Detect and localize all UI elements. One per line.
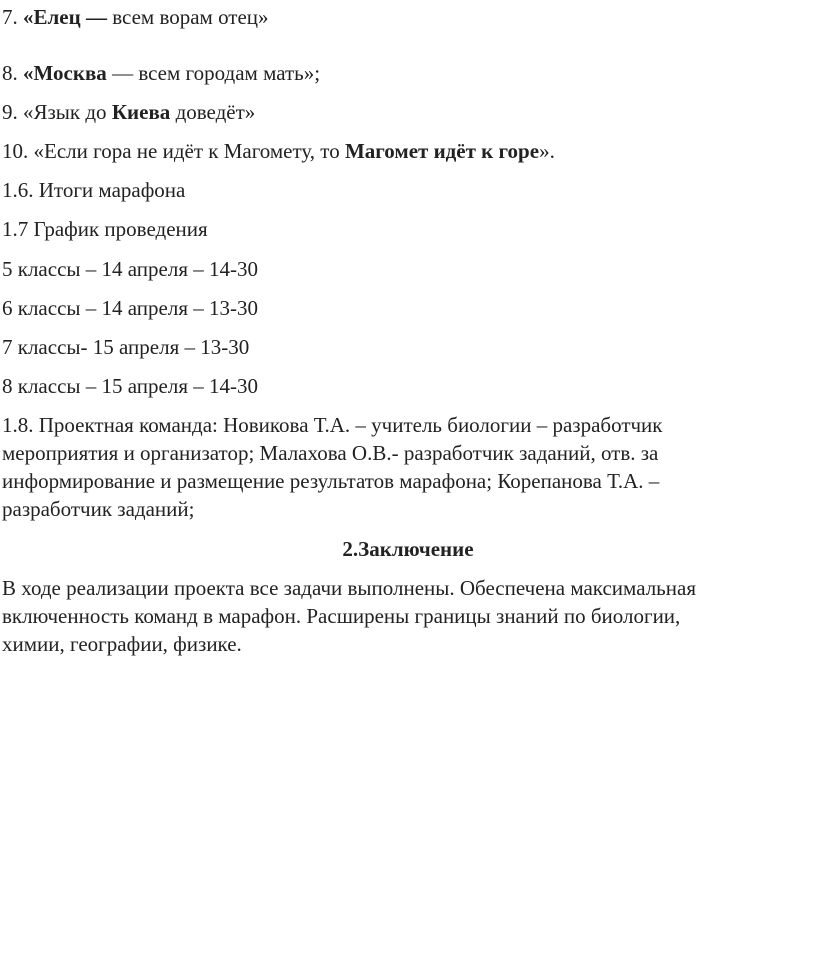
conclusion-heading: 2.Заключение	[342, 537, 474, 561]
proverb-10-text: ».	[539, 139, 555, 163]
proverb-9-text: доведёт»	[170, 100, 256, 124]
schedule-grade-8: 8 классы – 15 апреля – 14-30	[2, 374, 258, 398]
proverb-7-number: 7.	[2, 5, 23, 29]
schedule-grade-7: 7 классы- 15 апреля – 13-30	[2, 335, 250, 359]
schedule-grade-5: 5 классы – 14 апреля – 14-30	[2, 257, 258, 281]
conclusion-line-3: химии, географии, физике.	[2, 632, 242, 656]
proverb-10-bold: Магомет идёт к горе	[344, 139, 540, 163]
team-line-3: информирование и размещение результатов марафона; Корепанова Т.А. –	[2, 469, 660, 493]
section-results: 1.6. Итоги марафона	[2, 178, 186, 202]
conclusion-line-2: включенность команд в марафон. Расширены границы знаний по биологии,	[2, 604, 681, 628]
proverb-7-bold: «Елец —	[23, 5, 107, 29]
proverb-9-prefix: 9. «Язык до	[2, 100, 112, 124]
schedule-grade-6: 6 классы – 14 апреля – 13-30	[2, 296, 258, 320]
proverb-10-prefix: 10. «Если гора не идёт к Магомету, то	[2, 139, 345, 163]
team-line-4: разработчик заданий;	[2, 497, 195, 521]
proverb-7	[2, 4, 269, 30]
proverb-8-quote: «	[23, 61, 34, 85]
proverb-9	[2, 99, 255, 125]
proverb-8-number: 8.	[2, 61, 23, 85]
proverb-8-bold: Москва	[33, 61, 107, 85]
proverb-8-text: — всем городам мать»;	[106, 61, 321, 85]
section-schedule-title: 1.7 График проведения	[2, 217, 208, 241]
proverb-7-text: всем ворам отец»	[106, 5, 269, 29]
proverb-9-bold: Киева	[111, 100, 171, 124]
proverb-10	[2, 138, 555, 164]
team-line-2: мероприятия и организатор; Малахова О.В.- разработчик заданий, отв. за	[2, 441, 659, 465]
conclusion-line-1: В ходе реализации проекта все задачи выполнены. Обеспечена максимальная	[2, 576, 696, 600]
proverb-8	[2, 60, 320, 86]
team-line-1: 1.8. Проектная команда: Новикова Т.А. – учитель биологии – разработчик	[2, 413, 663, 437]
